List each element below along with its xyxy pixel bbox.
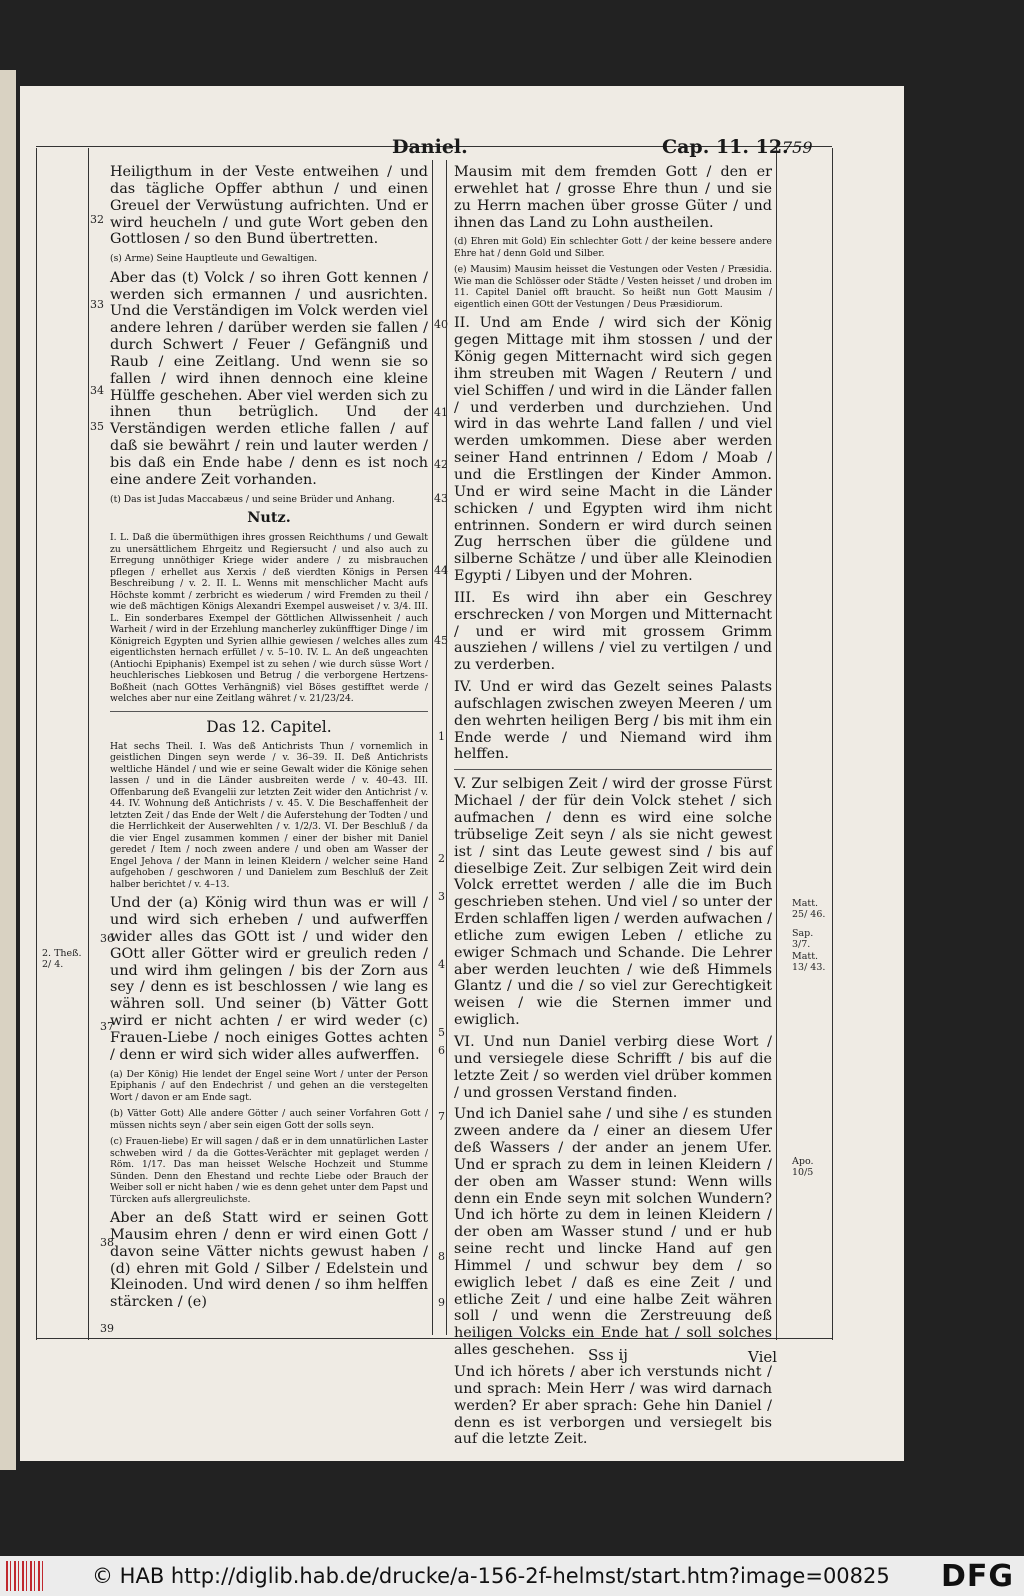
verse-number: 6: [438, 1044, 445, 1057]
verse-number: 5: [438, 1026, 445, 1039]
outer-left-rule: [36, 148, 37, 1340]
verse-number: 7: [438, 1110, 445, 1123]
left-column: [110, 164, 428, 1316]
running-title: Daniel.: [392, 136, 468, 158]
verse-number: 43: [434, 492, 448, 505]
verse-number: 39: [100, 1322, 114, 1335]
hab-logo-icon: [6, 1561, 46, 1591]
left-paragraph-1: Heiligthum in der Veste entweihen / und das tägliche Opffer abthun / und einen Greuel der Verwüstung aufrichten. Und er wird heucheln / und gute Wort geben den Gottlosen / so den Bund übertretten.: [110, 164, 428, 248]
footnote-e: (e) Mausim) Mausim heisset die Vestungen oder Vesten / Præsidia. Wie man die Schlösser oder Städte / Vesten heisset / und droben im 11. Capitel Daniel offt braucht. So heißt nun Gott Mausim / eigentlich einen GOtt der Vestungen / Deus Præsidiorum.: [454, 264, 772, 310]
cross-reference-right: Sap. 3/7. Matt. 13/ 43.: [792, 928, 826, 974]
verse-number: 9: [438, 1296, 445, 1309]
right-column: [454, 164, 772, 1453]
footnote-d: (d) Ehren mit Gold) Ein schlechter Gott / der keine bessere andere Ehre hat / denn Gold und Silber.: [454, 236, 772, 259]
verse-number: 34: [90, 384, 104, 397]
chapter-summary: Hat sechs Theil. I. Was deß Antichrists Thun / vornemlich in geistlichen Dingen seyn werde / v. 36–39. II. Deß Antichrists weltliche Händel / und wie er seine Gewalt wider die Könige sehen lassen / und in die Länder ausbreiten werde / v. 40–43. III. Offenbarung deß Evangelii zur letzten Zeit wider den Antichrist / v. 44. IV. Wohnung deß Antichrists / v. 45. V. Die Beschaffenheit der letzten Zeit / das Ende der Welt / die Auferstehung der Todten / und die Herrlichkeit der Auserwehlten / v. 1/2/3. VI. Der Beschluß / da die vier Engel zusammen kommen / einer der bisher mit Daniel geredet / Item / noch zween andere / und oben am Wasser der Engel Jehova / der Mann in leinen Kleidern / welcher seine Hand aufgehoben / geschworen / und Danielem zum Beschluß der Zeit halber berichtet / v. 4–13.: [110, 740, 428, 890]
footnote-t: (t) Das ist Judas Maccabæus / und seine Brüder und Anhang.: [110, 493, 395, 505]
right-paragraph-4: IV. Und er wird das Gezelt seines Palasts aufschlagen zwischen zweyen Meeren / um den wehrten heiligen Berg / bis mit ihm ein Ende werde / und Niemand wird ihm helffen.: [454, 679, 772, 763]
verse-number: 1: [438, 730, 445, 743]
verse-number: 38: [100, 1236, 114, 1249]
section-divider: [110, 711, 428, 712]
left-paragraph-4: Aber an deß Statt wird er seinen Gott Mausim ehren / denn er wird einen Gott / davon seine Vätter nichts gewust haben / (d) ehren mit Gold / Silber / Edelstein und Kleinoden. Und wird denen / so ihm helffen stärcken / (e): [110, 1210, 428, 1311]
verse-number: 36: [100, 932, 114, 945]
verse-number: 2: [438, 852, 445, 865]
verse-number: 42: [434, 458, 448, 471]
right-paragraph-7: Und ich Daniel sahe / und sihe / es stunden zween andere da / einer an diesem Ufer deß Wassers / der ander an jenem Ufer. Und er sprach zu dem in leinen Kleidern / der oben am Wasser stund: Wenn wills denn ein Ende seyn mit solchen Wundern? Und ich hörte zu dem in leinen Kleidern / der oben am Wasser stund / und er hub seine recht und lincke Hand auf gen Himmel / und schwur bey dem / so ewiglich lebet / daß es eine Zeit / und etliche Zeit / und eine halbe Zeit währen soll / und wenn die Zerstreuung deß heiligen Volcks ein Ende hat / soll solches alles geschehen.: [454, 1106, 772, 1359]
footnote-c: (c) Frauen-liebe) Er will sagen / daß er in dem unnatürlichen Laster schweben wird / da die Gottes-Verächter mit geplaget werden / Röm. 1/17. Das man heisset Welsche Hochzeit und Stumme Sünden. Denn den Ehestand und rechte Liebe oder Brauch der Weiber soll er nicht haben / wie es denn gehet unter dem Papst und Türcken aufs allergreulichste.: [110, 1136, 428, 1205]
footnote-a: (a) Der König) Hie lendet der Engel seine Wort / unter der Person Epiphanis / auf den Endechrist / und gehen an die verstegelten Wort / davon er am Ende sagt.: [110, 1068, 428, 1103]
nutz-text: I. L. Daß die übermüthigen ihres grossen Reichthums / und Gewalt zu unersättlichem Ehrgeitz und Regiersucht / und also auch zu Erregung unnöthiger Kriege wider andere / zu misbrauchen pflegen / erhellet aus Xerxis / deß vierdten Königs in Persen Beschreibung / v. 2. II. L. Wenns mit menschlicher Macht aufs Höchste kommt / zerbricht es wiederum / wird Fremden zu theil / wie deß mächtigen Königs Alexandri Exempel ausweiset / v. 3/4. III. L. Ein sonderbares Exempel der Göttlichen Allwissenheit / auch Warheit / wird in der Erzehlung mancherley zukünfftiger Dinge / im Königreich Egypten und Syrien allhie gewiesen / welches alles zum eigentlichsten hernach erfüllet / v. 5–10. IV. L. An deß ungeachten (Antiochi Epiphanis) Exempel ist zu sehen / wie durch süsse Wort / heuchlerisches Liebkosen und Betrug / die verborgene Hertzens-Boßheit (nach GOttes Verhängniß) viel Böses gestifftet werde / welches aber nur eine Zeitlang währet / v. 21/23/24.: [110, 532, 428, 705]
verse-number: 35: [90, 420, 104, 433]
verse-number: 37: [100, 1020, 114, 1033]
verse-number: 4: [438, 958, 445, 971]
source-bar: [0, 1556, 1024, 1596]
cross-reference-left: 2. Theß. 2/ 4.: [42, 948, 82, 971]
chapter-reference: Cap. 11. 12.: [662, 136, 789, 158]
footnote-b: (b) Vätter Gott) Alle andere Götter / auch seiner Vorfahren Gott / müssen nichts seyn / aber sein eigen Gott der solls seyn.: [110, 1108, 428, 1131]
right-paragraph-2: II. Und am Ende / wird sich der König gegen Mittage mit ihm stossen / und der König gegen Mitternacht wird sich gegen ihm streuben mit Wagen / Reutern / und viel Schiffen / und wird in die Länder fallen / und verderben und durchziehen. Und wird in das wehrte Land fallen / und viel werden umkommen. Diese aber werden seiner Hand entrinnen / Edom / Moab / und die Erstlingen der Kinder Ammon. Und er wird seine Macht in die Länder schicken / und Egypten wird ihm nicht entrinnen. Sondern er wird durch seinen Zug herrschen über die güldene und silberne Schätze / und über alle Kleinodien Egypti / Libyen und der Mohren.: [454, 315, 772, 585]
verse-number: 40: [434, 318, 448, 331]
signature-mark: Sss ij: [588, 1346, 628, 1364]
verse-number: 33: [90, 298, 104, 311]
source-link[interactable]: © HAB http://diglib.hab.de/drucke/a-156-2f-helmst/start.htm?image=00825: [92, 1564, 890, 1588]
adjacent-page-edge: [0, 70, 16, 1470]
cross-reference-right: Apo. 10/5: [792, 1156, 814, 1179]
center-rule-1: [432, 160, 433, 1335]
nutz-heading: Nutz.: [247, 509, 291, 527]
left-paragraph-3: Und der (a) König wird thun was er will / und wird sich erheben / und aufwerffen wider alles das GOtt ist / und wider den GOtt aller Götter wird er greulich reden / und wird ihm gelingen / bis der Zorn aus sey / denn es ist beschlossen / wie lang es währen soll. Und seiner (b) Vätter Gott wird er nicht achten / er wird weder (c) Frauen-Liebe / noch einiges Gottes achten / denn er wird sich wider alles aufwerffen.: [110, 895, 428, 1063]
verse-number: 3: [438, 890, 445, 903]
center-rule-2: [446, 160, 447, 1335]
dfg-logo: DFG: [940, 1559, 1014, 1594]
verse-number: 45: [434, 634, 448, 647]
left-paragraph-2: Aber das (t) Volck / so ihren Gott kennen / werden sich ermannen / und ausrichten. Und die Verständigen im Volck werden viel andere lehren / darüber werden sie fallen / durch Schwert / Feuer / Gefängniß und Raub / eine Zeitlang. Und wenn sie so fallen / wird ihnen dennoch eine kleine Hülffe geschehen. Aber viel werden sich zu ihnen thun betrüglich. Und der Verständigen werden etliche fallen / auf daß sie bewährt / rein und lauter werden / bis daß ein Ende habe / denn es ist noch eine andere Zeit vorhanden.: [110, 269, 428, 488]
catchword: Viel: [748, 1348, 778, 1366]
cross-reference-right: Matt. 25/ 46.: [792, 898, 826, 921]
verse-number: 32: [90, 213, 104, 226]
right-margin-rule: [776, 148, 777, 1340]
right-paragraph-8: Und ich hörets / aber ich verstunds nicht / und sprach: Mein Herr / was wird darnach werden? Er aber sprach: Gehe hin Daniel / denn es ist verborgen und versiegelt bis auf die letzte Zeit.: [454, 1364, 772, 1448]
page-number: 759: [782, 138, 813, 157]
outer-right-rule: [832, 148, 833, 1340]
right-paragraph-1: Mausim mit dem fremden Gott / den er erwehlet hat / grosse Ehre thun / und sie zu Herrn machen über grosse Güter / und ihnen das Land zu Lohn austheilen.: [454, 164, 772, 231]
verse-number: 44: [434, 564, 448, 577]
left-margin-rule: [88, 148, 89, 1340]
right-paragraph-5: V. Zur selbigen Zeit / wird der grosse Fürst Michael / der für dein Volck stehet / sich aufmachen / denn es wird eine solche trübselige Zeit seyn / als sie nicht gewest ist / sint das Leute gewest sind / bis auf dieselbige Zeit. Zur selbigen Zeit wird dein Volck errettet werden / alle die im Buch geschrieben stehen. Und viel / so unter der Erden schlaffen ligen / werden aufwachen / etliche zum ewigen Leben / etliche zu ewiger Schmach und Schande. Die Lehrer aber werden leuchten / wie deß Himmels Glantz / und die / so viel zur Gerechtigkeit weisen / wie die Sternen immer und ewiglich.: [454, 776, 772, 1029]
chapter-12-heading: Das 12. Capitel.: [206, 717, 332, 736]
verse-number: 8: [438, 1250, 445, 1263]
verse-number: 41: [434, 406, 448, 419]
right-paragraph-6: VI. Und nun Daniel verbirg diese Wort / und versiegele diese Schrifft / bis auf die letzte Zeit / so werden viel drüber kommen / und grossen Verstand finden.: [454, 1033, 772, 1101]
footnote-s: (s) Arme) Seine Hauptleute und Gewaltigen.: [110, 253, 318, 265]
section-divider-right: [454, 769, 772, 770]
right-paragraph-3: III. Es wird ihn aber ein Geschrey erschrecken / von Morgen und Mitternacht / und er wird mit grossem Grimm ausziehen / willens / viel zu vertilgen / und zu verderben.: [454, 589, 772, 674]
